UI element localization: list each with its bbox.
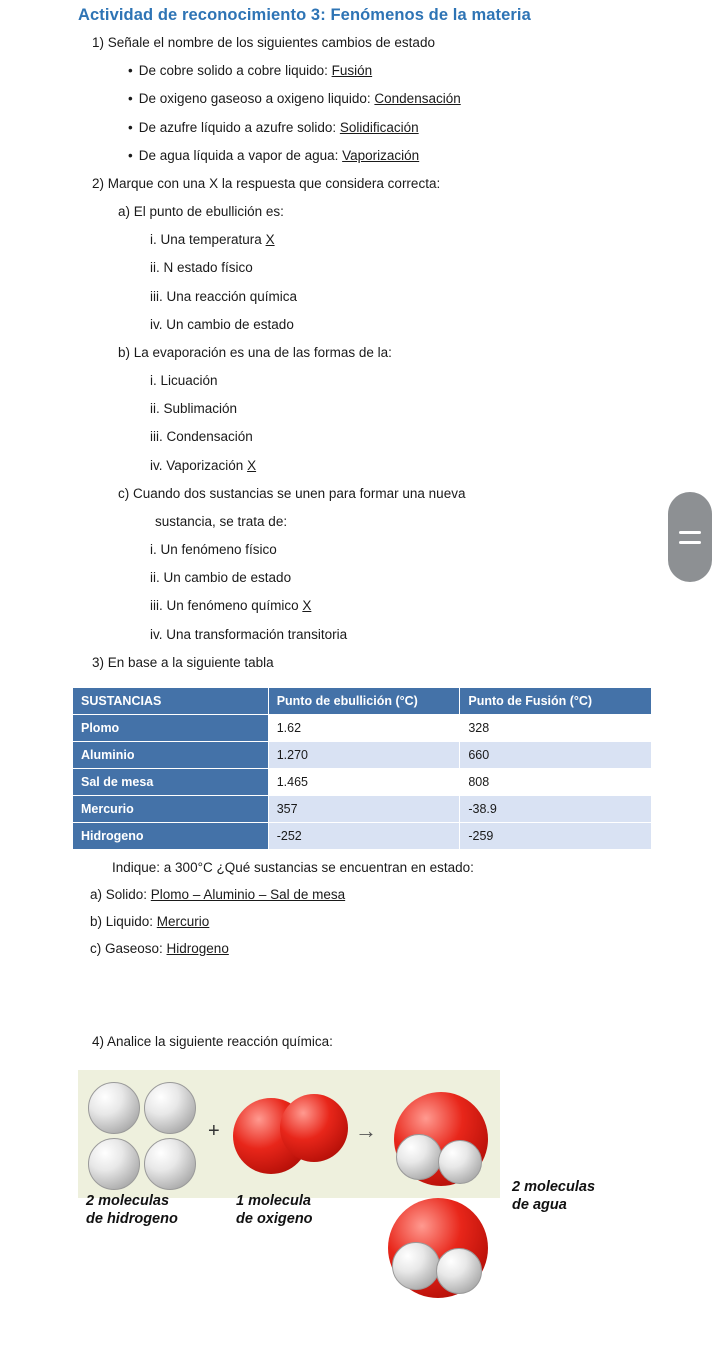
list-item — [0, 142, 720, 170]
table-cell-melting: -259 — [460, 822, 652, 849]
table-cell-boiling: 357 — [268, 795, 460, 822]
list-item — [0, 85, 720, 113]
option-row — [0, 452, 720, 480]
table-cell-substance: Hidrogeno — [73, 822, 269, 849]
option-label: i. Una temperatura — [150, 232, 262, 248]
table-cell-substance: Sal de mesa — [73, 768, 269, 795]
option-label: iii. Una reacción química — [150, 288, 298, 304]
option-mark: X — [247, 457, 257, 473]
hydrogen-atom-icon — [392, 1242, 440, 1290]
table-cell-boiling: 1.62 — [268, 714, 460, 741]
table-cell-melting: 808 — [460, 768, 652, 795]
figure-caption-middle: 1 molecula de oxigeno — [236, 1193, 313, 1228]
option-row — [0, 395, 720, 423]
hydrogen-atom-icon — [144, 1138, 196, 1190]
q1-item-text: De oxigeno gaseoso a oxigeno liquido: — [138, 91, 375, 107]
hydrogen-atom-icon — [88, 1082, 140, 1134]
table-header-cell: Punto de Fusión (°C) — [460, 687, 652, 714]
question-3-indique: Indique: a 300°C ¿Qué sustancias se encuentran en estado: — [112, 859, 474, 875]
page-title: Actividad de reconocimiento 3: Fenómenos de la materia — [78, 6, 531, 24]
drag-handle-icon — [679, 531, 701, 534]
option-mark: X — [265, 232, 275, 248]
table-cell-melting: 328 — [460, 714, 652, 741]
q1-item-answer: Condensación — [374, 91, 461, 107]
option-label: iii. Un fenómeno químico — [150, 598, 299, 614]
table-cell-melting: 660 — [460, 741, 652, 768]
question-4-prompt: 4) Analice la siguiente reacción química: — [92, 1033, 333, 1049]
table-header-cell: Punto de ebullición (°C) — [268, 687, 460, 714]
table-row — [73, 741, 652, 768]
drag-handle-icon — [679, 541, 701, 544]
question-2a-prompt: a) El punto de ebullición es: — [118, 204, 284, 220]
q1-item-text: De agua líquida a vapor de agua: — [138, 147, 343, 163]
answer-value: Mercurio — [156, 913, 210, 929]
option-label: iv. Una transformación transitoria — [150, 626, 348, 642]
question-1-prompt: 1) Señale el nombre de los siguientes cambios de estado — [92, 35, 435, 50]
q1-item-text: De cobre solido a cobre liquido: — [138, 63, 332, 79]
option-row — [0, 283, 720, 311]
table-cell-boiling: -252 — [268, 822, 460, 849]
question-2b-prompt: b) La evaporación es una de las formas de la: — [118, 344, 392, 360]
answer-label: a) Solido: — [90, 886, 151, 902]
option-row — [0, 621, 720, 649]
answer-label: b) Liquido: — [90, 913, 157, 929]
table-header-row — [73, 687, 652, 714]
option-label: ii. N estado físico — [150, 260, 253, 276]
bullet-icon: • — [128, 119, 133, 135]
answer-label: c) Gaseoso: — [90, 940, 167, 956]
figure-caption-right: 2 moleculas de agua — [512, 1179, 596, 1214]
question-3-prompt: 3) En base a la siguiente tabla — [92, 654, 274, 670]
hydrogen-atom-icon — [144, 1082, 196, 1134]
option-row — [0, 592, 720, 620]
question-2c-prompt-line2: sustancia, se trata de: — [155, 513, 288, 529]
option-label: iii. Condensación — [150, 429, 253, 445]
table-row — [73, 714, 652, 741]
list-item — [0, 57, 720, 85]
table-cell-boiling: 1.270 — [268, 741, 460, 768]
option-row — [0, 254, 720, 282]
option-label: i. Licuación — [150, 373, 218, 389]
plus-sign: + — [208, 1120, 220, 1143]
option-row — [0, 564, 720, 592]
bullet-icon: • — [128, 91, 133, 107]
table-cell-boiling: 1.465 — [268, 768, 460, 795]
table-row — [73, 795, 652, 822]
answer-row — [0, 875, 720, 902]
option-label: iv. Un cambio de estado — [150, 316, 294, 332]
table-row — [73, 768, 652, 795]
hydrogen-atom-icon — [438, 1140, 482, 1184]
answer-value: Hidrogeno — [166, 940, 229, 956]
answer-row — [0, 902, 720, 929]
scrollbar-handle[interactable] — [668, 492, 712, 582]
question-2c-prompt-line1: c) Cuando dos sustancias se unen para formar una nueva — [118, 485, 466, 501]
table-cell-substance: Mercurio — [73, 795, 269, 822]
hydrogen-atom-icon — [396, 1134, 442, 1180]
table-cell-melting: -38.9 — [460, 795, 652, 822]
option-mark: X — [302, 598, 312, 614]
answer-row — [0, 929, 720, 956]
reaction-arrow-icon: → — [355, 1118, 377, 1144]
q1-item-answer: Fusión — [331, 63, 373, 79]
answer-value: Plomo – Aluminio – Sal de mesa — [150, 886, 346, 902]
option-row — [0, 311, 720, 339]
bullet-icon: • — [128, 63, 133, 79]
table-cell-substance: Aluminio — [73, 741, 269, 768]
bullet-icon: • — [128, 147, 133, 163]
option-row — [0, 423, 720, 451]
option-label: iv. Vaporización — [150, 457, 244, 473]
oxygen-atom-icon — [280, 1094, 348, 1162]
hydrogen-atom-icon — [88, 1138, 140, 1190]
option-row — [0, 536, 720, 564]
substances-table — [72, 687, 652, 850]
hydrogen-atom-icon — [436, 1248, 482, 1294]
table-header-cell: SUSTANCIAS — [73, 687, 269, 714]
table-row — [73, 822, 652, 849]
q1-item-answer: Vaporización — [342, 147, 420, 163]
option-row — [0, 367, 720, 395]
option-label: i. Un fenómeno físico — [150, 542, 277, 558]
option-label: ii. Un cambio de estado — [150, 570, 292, 586]
figure-caption-left: 2 moleculas de hidrogeno — [86, 1193, 178, 1228]
table-cell-substance: Plomo — [73, 714, 269, 741]
option-row — [0, 226, 720, 254]
list-item — [0, 114, 720, 142]
option-label: ii. Sublimación — [150, 401, 238, 417]
q1-item-text: De azufre líquido a azufre solido: — [138, 119, 340, 135]
question-2-prompt: 2) Marque con una X la respuesta que considera correcta: — [92, 175, 441, 191]
q1-item-answer: Solidificación — [339, 119, 419, 135]
chemical-reaction-figure — [0, 1070, 720, 1322]
